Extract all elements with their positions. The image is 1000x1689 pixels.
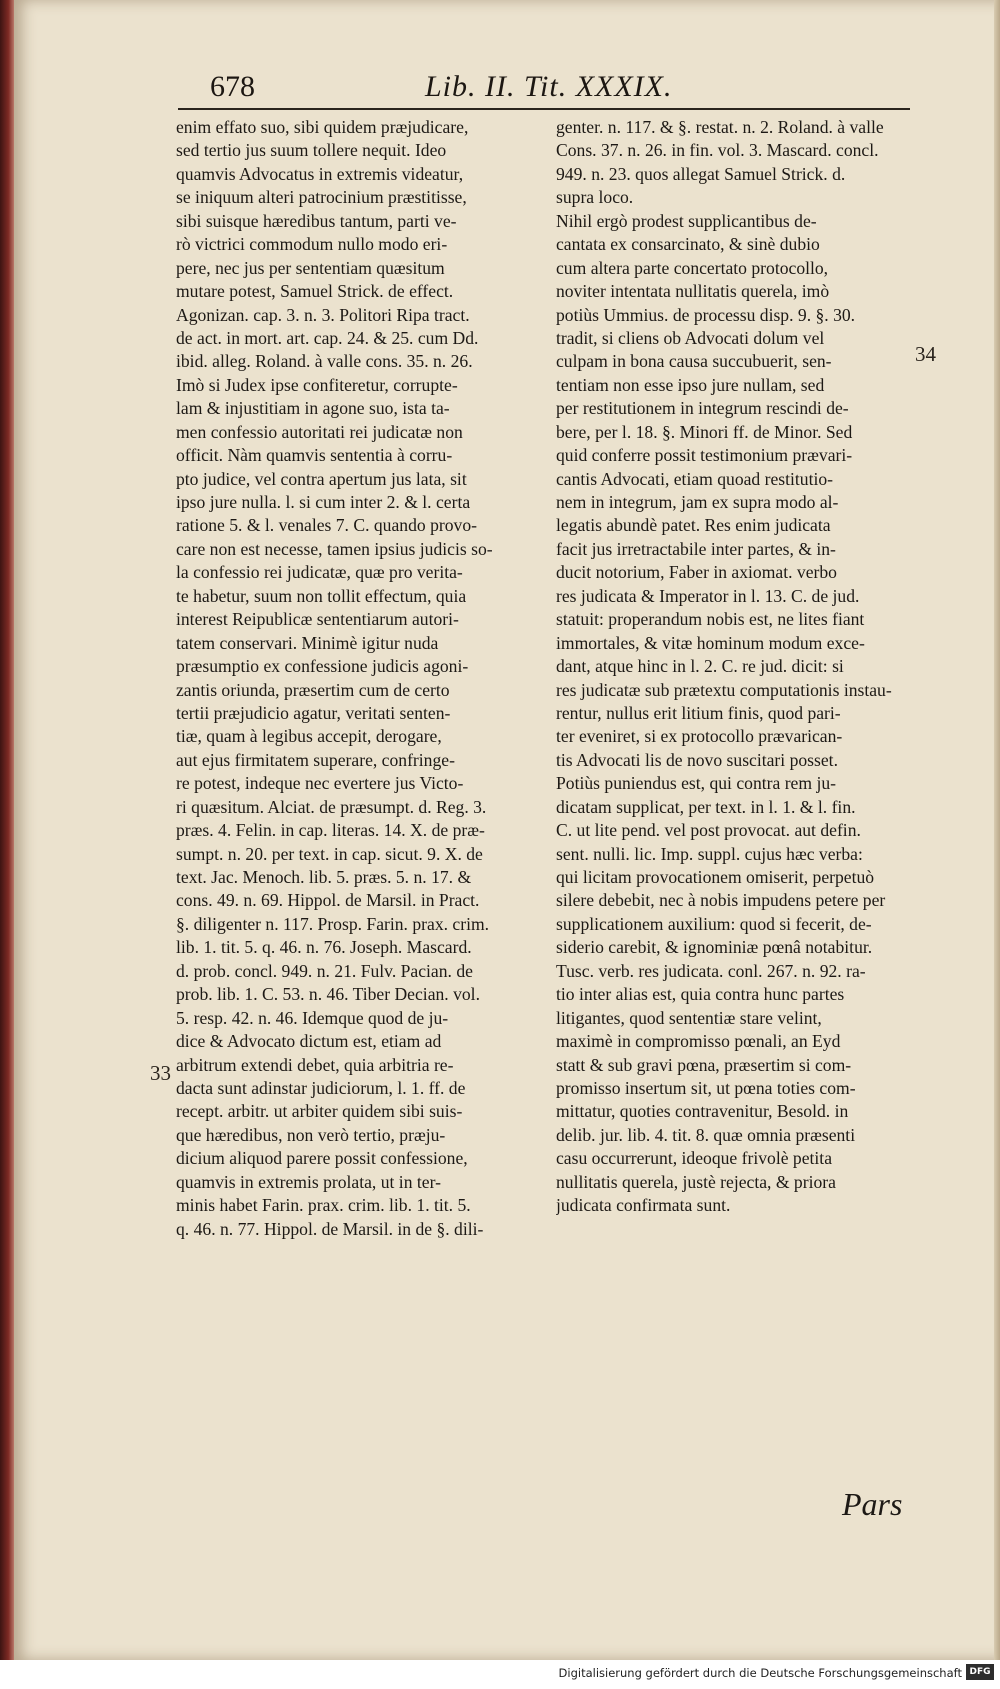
text-line: lib. 1. tit. 5. q. 46. n. 76. Joseph. Mascard.: [176, 937, 472, 958]
text-line: quid conferre possit testimonium prævari-: [556, 445, 853, 466]
text-line: men confessio autoritati rei judicatæ non: [176, 421, 463, 442]
text-line: 5. resp. 42. n. 46. Idemque quod de ju-: [176, 1007, 449, 1028]
text-line: legatis abundè patet. Res enim judicata: [556, 515, 831, 536]
running-title: Lib. II. Tit. XXXIX.: [425, 70, 673, 103]
header-rule: [178, 108, 910, 110]
text-line: Agonizan. cap. 3. n. 3. Politori Ripa tract.: [176, 304, 470, 325]
text-line: tio inter alias est, quia contra hunc partes: [556, 984, 845, 1005]
text-line: bere, per l. 18. §. Minori ff. de Minor. Sed: [556, 421, 853, 442]
text-line: zantis oriunda, præsertim cum de certo: [176, 679, 450, 700]
page-number: 678: [210, 70, 255, 103]
right-text-column: [556, 116, 914, 1218]
text-line: C. ut lite pend. vel post provocat. aut defin.: [556, 820, 861, 841]
running-head: [210, 64, 910, 110]
text-line: res judicatæ sub prætextu computationis instau-: [556, 679, 892, 700]
text-line: dice & Advocato dictum est, etiam ad: [176, 1031, 442, 1052]
marginal-number: 33: [150, 1061, 171, 1085]
text-line: immortales, & vitæ hominum modum exce-: [556, 632, 865, 653]
text-line: ter eveniret, si ex protocollo prævarican-: [556, 726, 843, 747]
text-line: dacta sunt adinstar judiciorum, l. 1. ff. de: [176, 1077, 466, 1098]
text-line: te habetur, suum non tollit effectum, quia: [176, 585, 467, 606]
text-line: delib. jur. lib. 4. tit. 8. quæ omnia præsenti: [556, 1124, 856, 1145]
text-line: Potiùs puniendus est, qui contra rem ju-: [556, 773, 836, 794]
text-line: minis habet Farin. prax. crim. lib. 1. tit. 5.: [176, 1195, 471, 1216]
text-line: interest Reipublicæ sententiarum autori-: [176, 609, 459, 630]
text-line: culpam in bona causa succubuerit, sen-: [556, 351, 832, 372]
text-line: ratione 5. & l. venales 7. C. quando provo-: [176, 515, 477, 536]
text-line: re potest, indeque nec evertere jus Victo-: [176, 773, 464, 794]
text-line: supplicationem auxilium: quod si fecerit, de-: [556, 913, 872, 934]
digitization-credit: Digitalisierung gefördert durch die Deutsche Forschungsgemeinschaft: [558, 1666, 962, 1680]
text-line: res judicata & Imperator in l. 13. C. de jud.: [556, 585, 860, 606]
text-line: care non est necesse, tamen ipsius judicis so-: [176, 538, 493, 559]
text-line: sed tertio jus suum tollere nequit. Ideo: [176, 140, 447, 161]
text-line: quamvis Advocatus in extremis videatur,: [176, 163, 464, 184]
text-line: dicium aliquod parere possit confessione,: [176, 1148, 468, 1169]
dfg-logo: DFG: [966, 1664, 994, 1680]
text-line: arbitrum extendi debet, quia arbitria re-: [176, 1054, 454, 1075]
text-line: dant, atque hinc in l. 2. C. re jud. dicit: si: [556, 656, 844, 677]
text-line: ibid. alleg. Roland. à valle cons. 35. n. 26.: [176, 351, 473, 372]
text-line: tatem conservari. Minimè igitur nuda: [176, 632, 439, 653]
text-line: Imò si Judex ipse confiteretur, corrupte-: [176, 374, 458, 395]
text-line: se iniquum alteri patrocinium præstitisse,: [176, 187, 467, 208]
book-spine-edge: [0, 0, 14, 1660]
text-line: præsumptio ex confessione judicis agoni-: [176, 656, 469, 677]
marginal-number: 34: [915, 342, 936, 366]
text-line: sumpt. n. 20. per text. in cap. sicut. 9. X. de: [176, 843, 483, 864]
text-line: qui licitam provocationem omiserit, perpetuò: [556, 867, 875, 887]
text-line: Tusc. verb. res judicata. conl. 267. n. 92. ra-: [556, 960, 866, 981]
text-line: rentur, nullus erit litium finis, quod pari-: [556, 702, 841, 723]
text-line: cum altera parte concertato protocollo,: [556, 257, 829, 278]
text-line: silere debebit, nec à nobis impudens petere per: [556, 890, 886, 911]
text-line: ipso jure nulla. l. si cum inter 2. & l. certa: [176, 492, 471, 512]
text-line: §. diligenter n. 117. Prosp. Farin. prax. crim.: [176, 913, 490, 934]
text-line: siderio carebit, & ignominiæ pœnâ notabitur.: [556, 937, 873, 958]
text-line: dicatam supplicat, per text. in l. 1. & l. fin.: [556, 796, 856, 817]
text-line: cantata ex consarcinato, & sinè dubio: [556, 234, 820, 255]
text-line: Cons. 37. n. 26. in fin. vol. 3. Mascard. concl.: [556, 140, 879, 161]
text-line: aut ejus firmitatem superare, confringe-: [176, 749, 455, 770]
text-line: enim effato suo, sibi quidem præjudicare,: [176, 117, 469, 137]
text-line: tis Advocati lis de novo suscitari posset.: [556, 749, 838, 770]
text-line: litigantes, quod sententiæ stare velint,: [556, 1007, 822, 1028]
text-line: sent. nulli. lic. Imp. suppl. cujus hæc verba:: [556, 843, 863, 864]
text-line: Nihil ergò prodest supplicantibus de-: [556, 210, 817, 231]
text-line: 949. n. 23. quos allegat Samuel Strick. d.: [556, 163, 846, 184]
text-line: judicata confirmata sunt.: [556, 1195, 731, 1216]
text-line: que hæredibus, non verò tertio, præju-: [176, 1124, 446, 1145]
text-line: text. Jac. Menoch. lib. 5. præs. 5. n. 17. &: [176, 867, 472, 887]
text-line: facit jus irretractabile inter partes, & in-: [556, 538, 836, 559]
text-line: tradit, si cliens ob Advocati dolum vel: [556, 327, 825, 348]
text-line: recept. arbitr. ut arbiter quidem sibi suis-: [176, 1101, 463, 1122]
text-line: maximè in compromisso pœnali, an Eyd: [556, 1031, 841, 1052]
text-line: ri quæsitum. Alciat. de præsumpt. d. Reg. 3.: [176, 796, 487, 817]
text-line: officit. Nàm quamvis sententia à corru-: [176, 445, 453, 466]
text-line: mutare potest, Samuel Strick. de effect.: [176, 281, 454, 302]
text-line: mittatur, quoties contravenitur, Besold. in: [556, 1101, 849, 1122]
left-text-column: [176, 116, 546, 1241]
text-line: tiæ, quam à legibus accepit, derogare,: [176, 726, 442, 747]
text-line: nem in integrum, jam ex supra modo al-: [556, 492, 839, 512]
text-line: cantis Advocati, etiam quoad restitutio-: [556, 468, 834, 489]
text-line: per restitutionem in integrum rescindi de-: [556, 398, 849, 419]
text-line: la confessio rei judicatæ, quæ pro verita-: [176, 562, 463, 583]
text-line: ducit notorium, Faber in axiomat. verbo: [556, 562, 837, 583]
text-line: potiùs Ummius. de processu disp. 9. §. 30.: [556, 304, 856, 325]
text-line: supra loco.: [556, 187, 634, 208]
text-line: nullitatis querela, justè rejecta, & priora: [556, 1171, 836, 1192]
text-line: promisso insertum sit, ut pœna toties com-: [556, 1077, 856, 1098]
text-line: sibi suisque hæredibus tantum, parti ve-: [176, 210, 457, 231]
text-line: præs. 4. Felin. in cap. literas. 14. X. de præ-: [176, 820, 485, 841]
text-line: pere, nec jus per sententiam quæsitum: [176, 257, 445, 278]
text-line: pto judice, vel contra apertum jus lata, sit: [176, 468, 467, 489]
text-line: statt & sub gravi pœna, præsertim si com-: [556, 1054, 852, 1075]
text-line: quamvis in extremis prolata, ut in ter-: [176, 1171, 441, 1192]
text-line: q. 46. n. 77. Hippol. de Marsil. in de §. dili-: [176, 1218, 484, 1239]
text-line: tertii præjudicio agatur, veritati senten-: [176, 702, 451, 723]
page-fore-edge: [994, 0, 1000, 1660]
text-line: statuit: properandum nobis est, ne lites fiant: [556, 609, 865, 630]
text-line: lam & injustitiam in agone suo, ista ta-: [176, 398, 450, 419]
catchword: Pars: [842, 1486, 903, 1522]
text-line: casu occurrerunt, ideoque frivolè petita: [556, 1148, 833, 1169]
text-line: noviter intentata nullitatis querela, imò: [556, 281, 830, 302]
text-line: tentiam non esse ipso jure nullam, sed: [556, 374, 825, 395]
text-line: cons. 49. n. 69. Hippol. de Marsil. in Pract.: [176, 890, 480, 911]
text-line: rò victrici commodum nullo modo eri-: [176, 234, 448, 255]
text-line: de act. in mort. art. cap. 24. & 25. cum Dd.: [176, 327, 479, 348]
text-line: d. prob. concl. 949. n. 21. Fulv. Pacian. de: [176, 960, 473, 981]
text-line: prob. lib. 1. C. 53. n. 46. Tiber Decian. vol.: [176, 984, 480, 1005]
text-line: genter. n. 117. & §. restat. n. 2. Roland. à valle: [556, 117, 884, 137]
